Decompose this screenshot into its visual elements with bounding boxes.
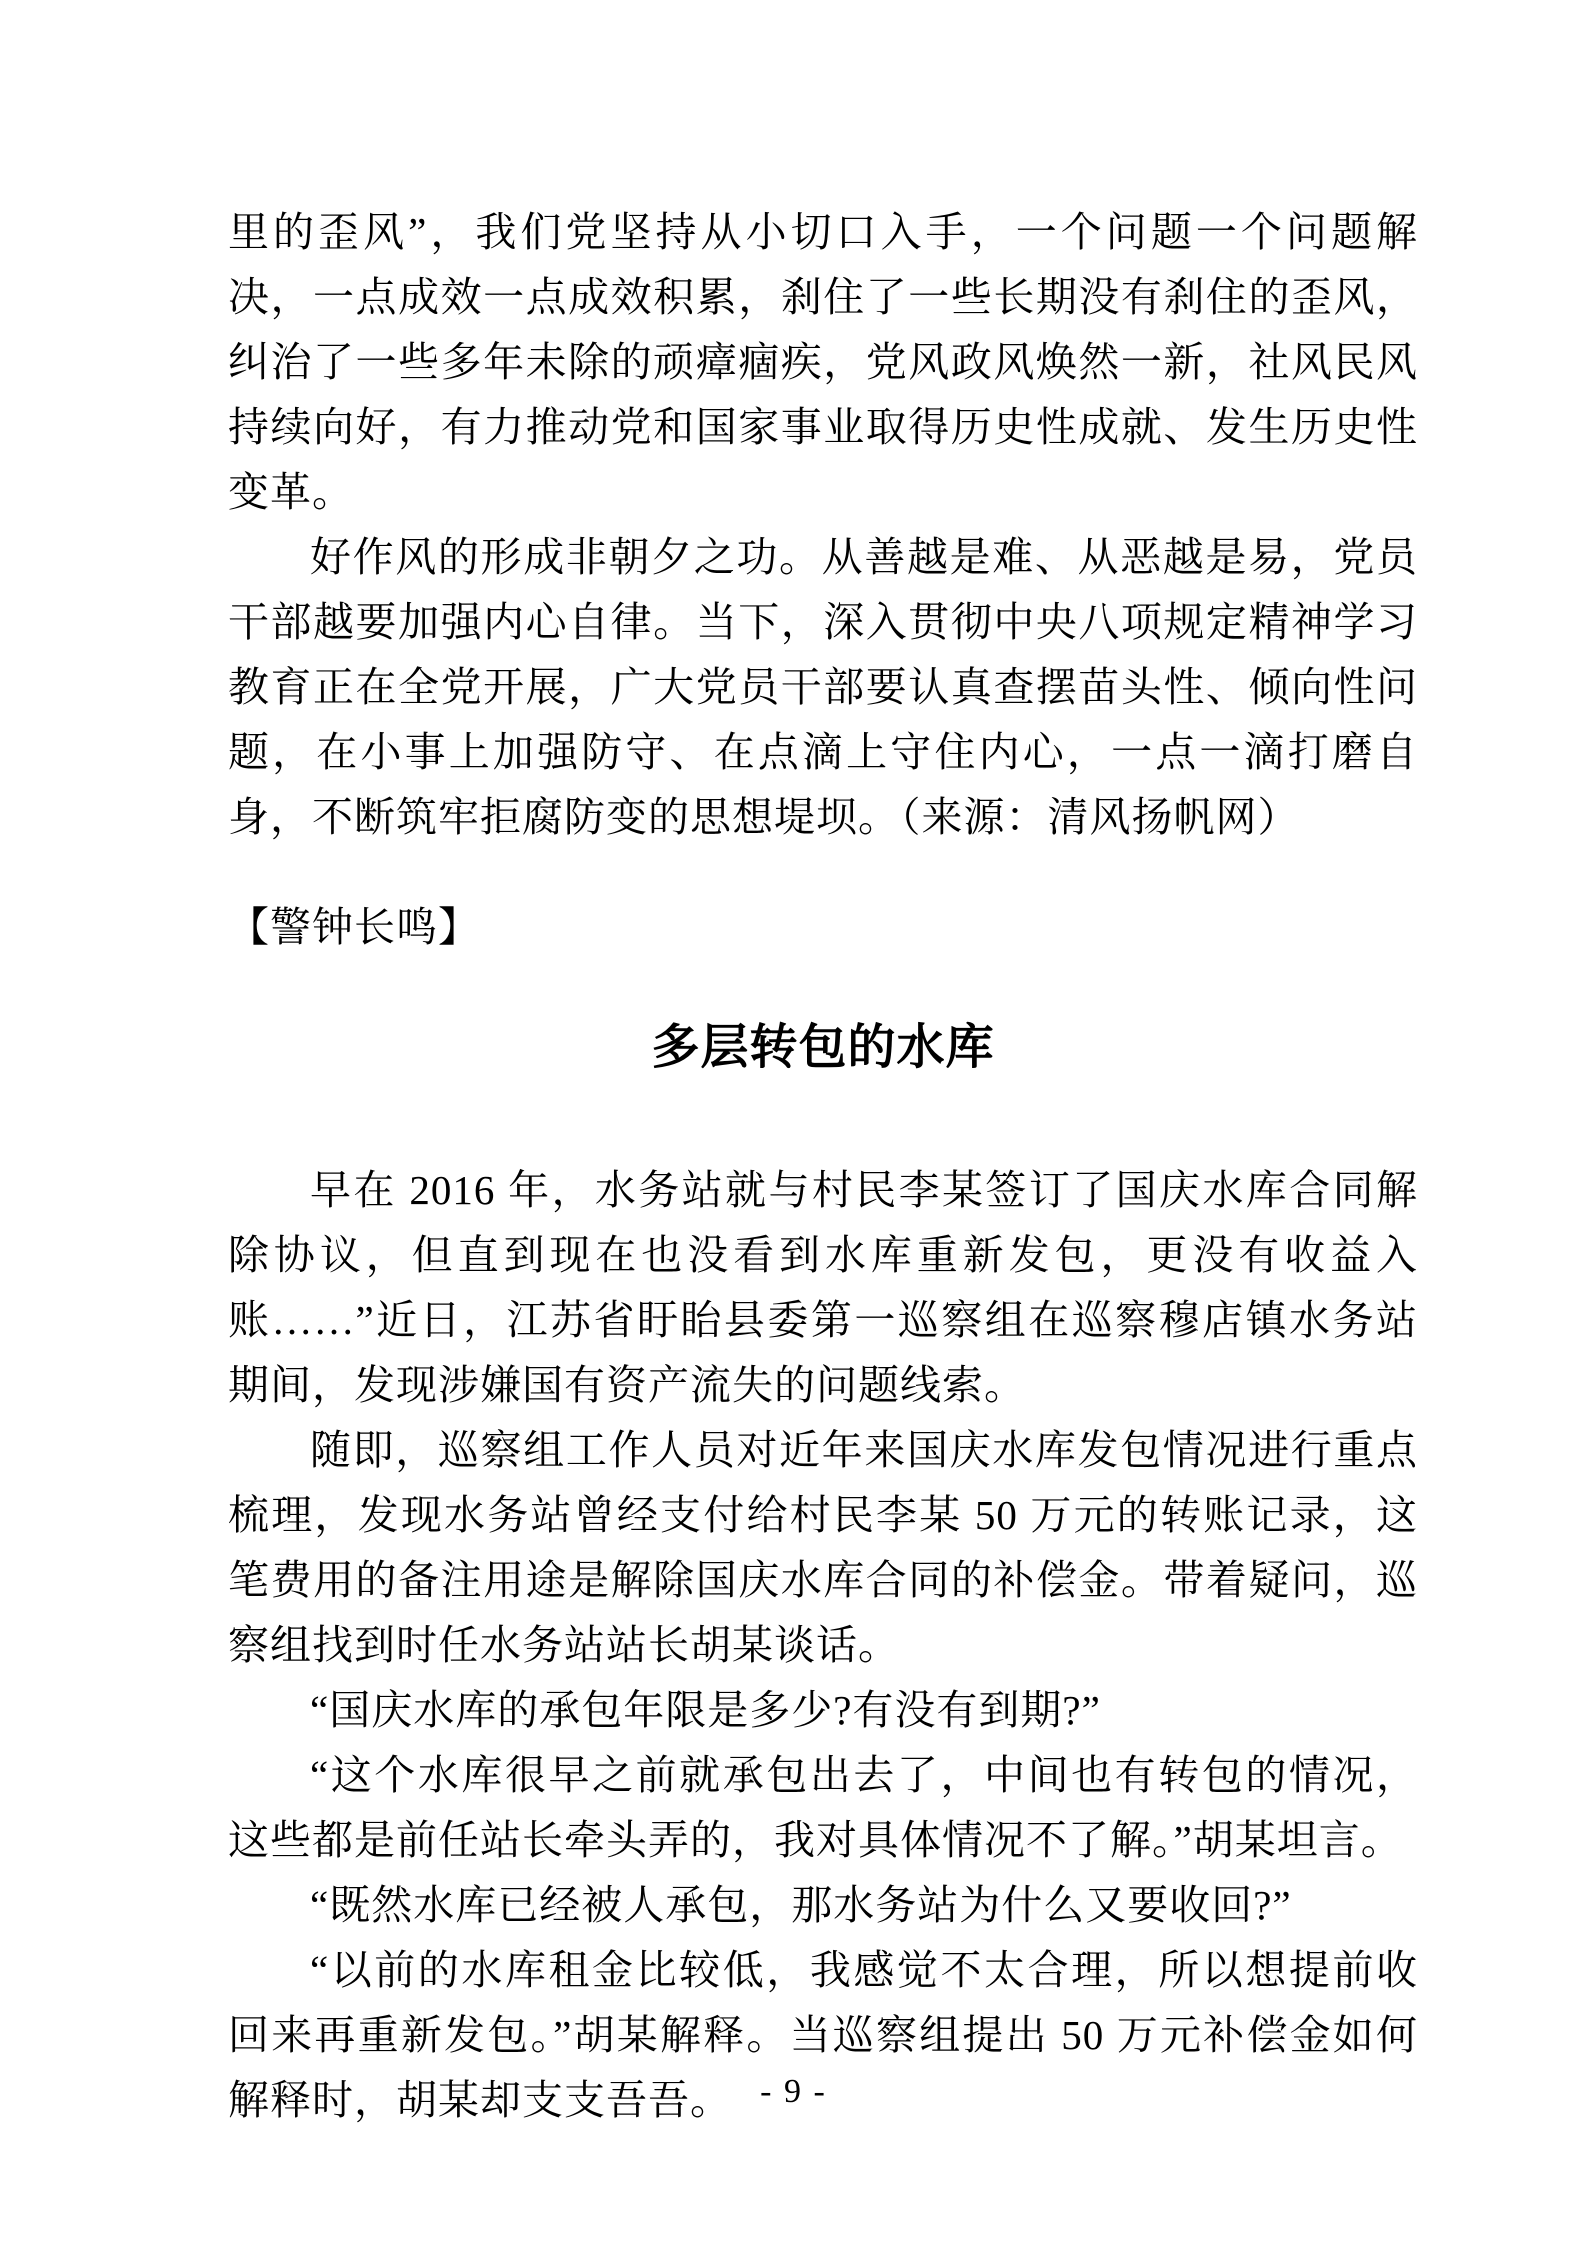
article-paragraph: 早在 2016 年，水务站就与村民李某签订了国庆水库合同解除协议，但直到现在也没看到水库重新发包，更没有收益入账……”近日，江苏省盱眙县委第一巡察组在巡察穆店镇水务站期间，发现涉嫌国有资产流失的问题线索。 <box>228 1167 1418 1408</box>
article-paragraph: 随即，巡察组工作人员对近年来国庆水库发包情况进行重点梳理，发现水务站曾经支付给村民李某 50 万元的转账记录，这笔费用的备注用途是解除国庆水库合同的补偿金。带着疑问，巡察组找到时任水务站站长胡某谈话。 <box>228 1427 1418 1668</box>
section-header: 【警钟长鸣】 <box>228 904 480 950</box>
article-dialogue-answer: “以前的水库租金比较低，我感觉不太合理，所以想提前收回来再重新发包。”胡某解释。当巡察组提出 50 万元补偿金如何解释时，胡某却支支吾吾。 <box>228 1947 1418 2123</box>
article-dialogue-question: “国庆水库的承包年限是多少?有没有到期?” <box>310 1687 1101 1733</box>
article-dialogue-question: “既然水库已经被人承包，那水务站为什么又要收回?” <box>310 1882 1292 1928</box>
paragraph: 好作风的形成非朝夕之功。从善越是难、从恶越是易，党员干部越要加强内心自律。当下，深入贯彻中央八项规定精神学习教育正在全党开展，广大党员干部要认真查摆苗头性、倾向性问题，在小事上加强防守、在点滴上守住内心，一点一滴打磨自身，不断筑牢拒腐防变的思想堤坝。（来源：清风扬帆网） <box>228 534 1418 840</box>
article-title: 多层转包的水库 <box>651 1021 995 1074</box>
page-number: - 9 - <box>760 2073 827 2110</box>
document-body <box>228 200 1418 2133</box>
paragraph-continuation: 里的歪风”，我们党坚持从小切口入手，一个问题一个问题解决，一点成效一点成效积累，刹住了一些长期没有刹住的歪风，纠治了一些多年未除的顽瘴痼疾，党风政风焕然一新，社风民风持续向好，有力推动党和国家事业取得历史性成就、发生历史性变革。 <box>228 209 1418 515</box>
article-dialogue-answer: “这个水库很早之前就承包出去了，中间也有转包的情况，这些都是前任站长牵头弄的，我对具体情况不了解。”胡某坦言。 <box>228 1752 1418 1863</box>
